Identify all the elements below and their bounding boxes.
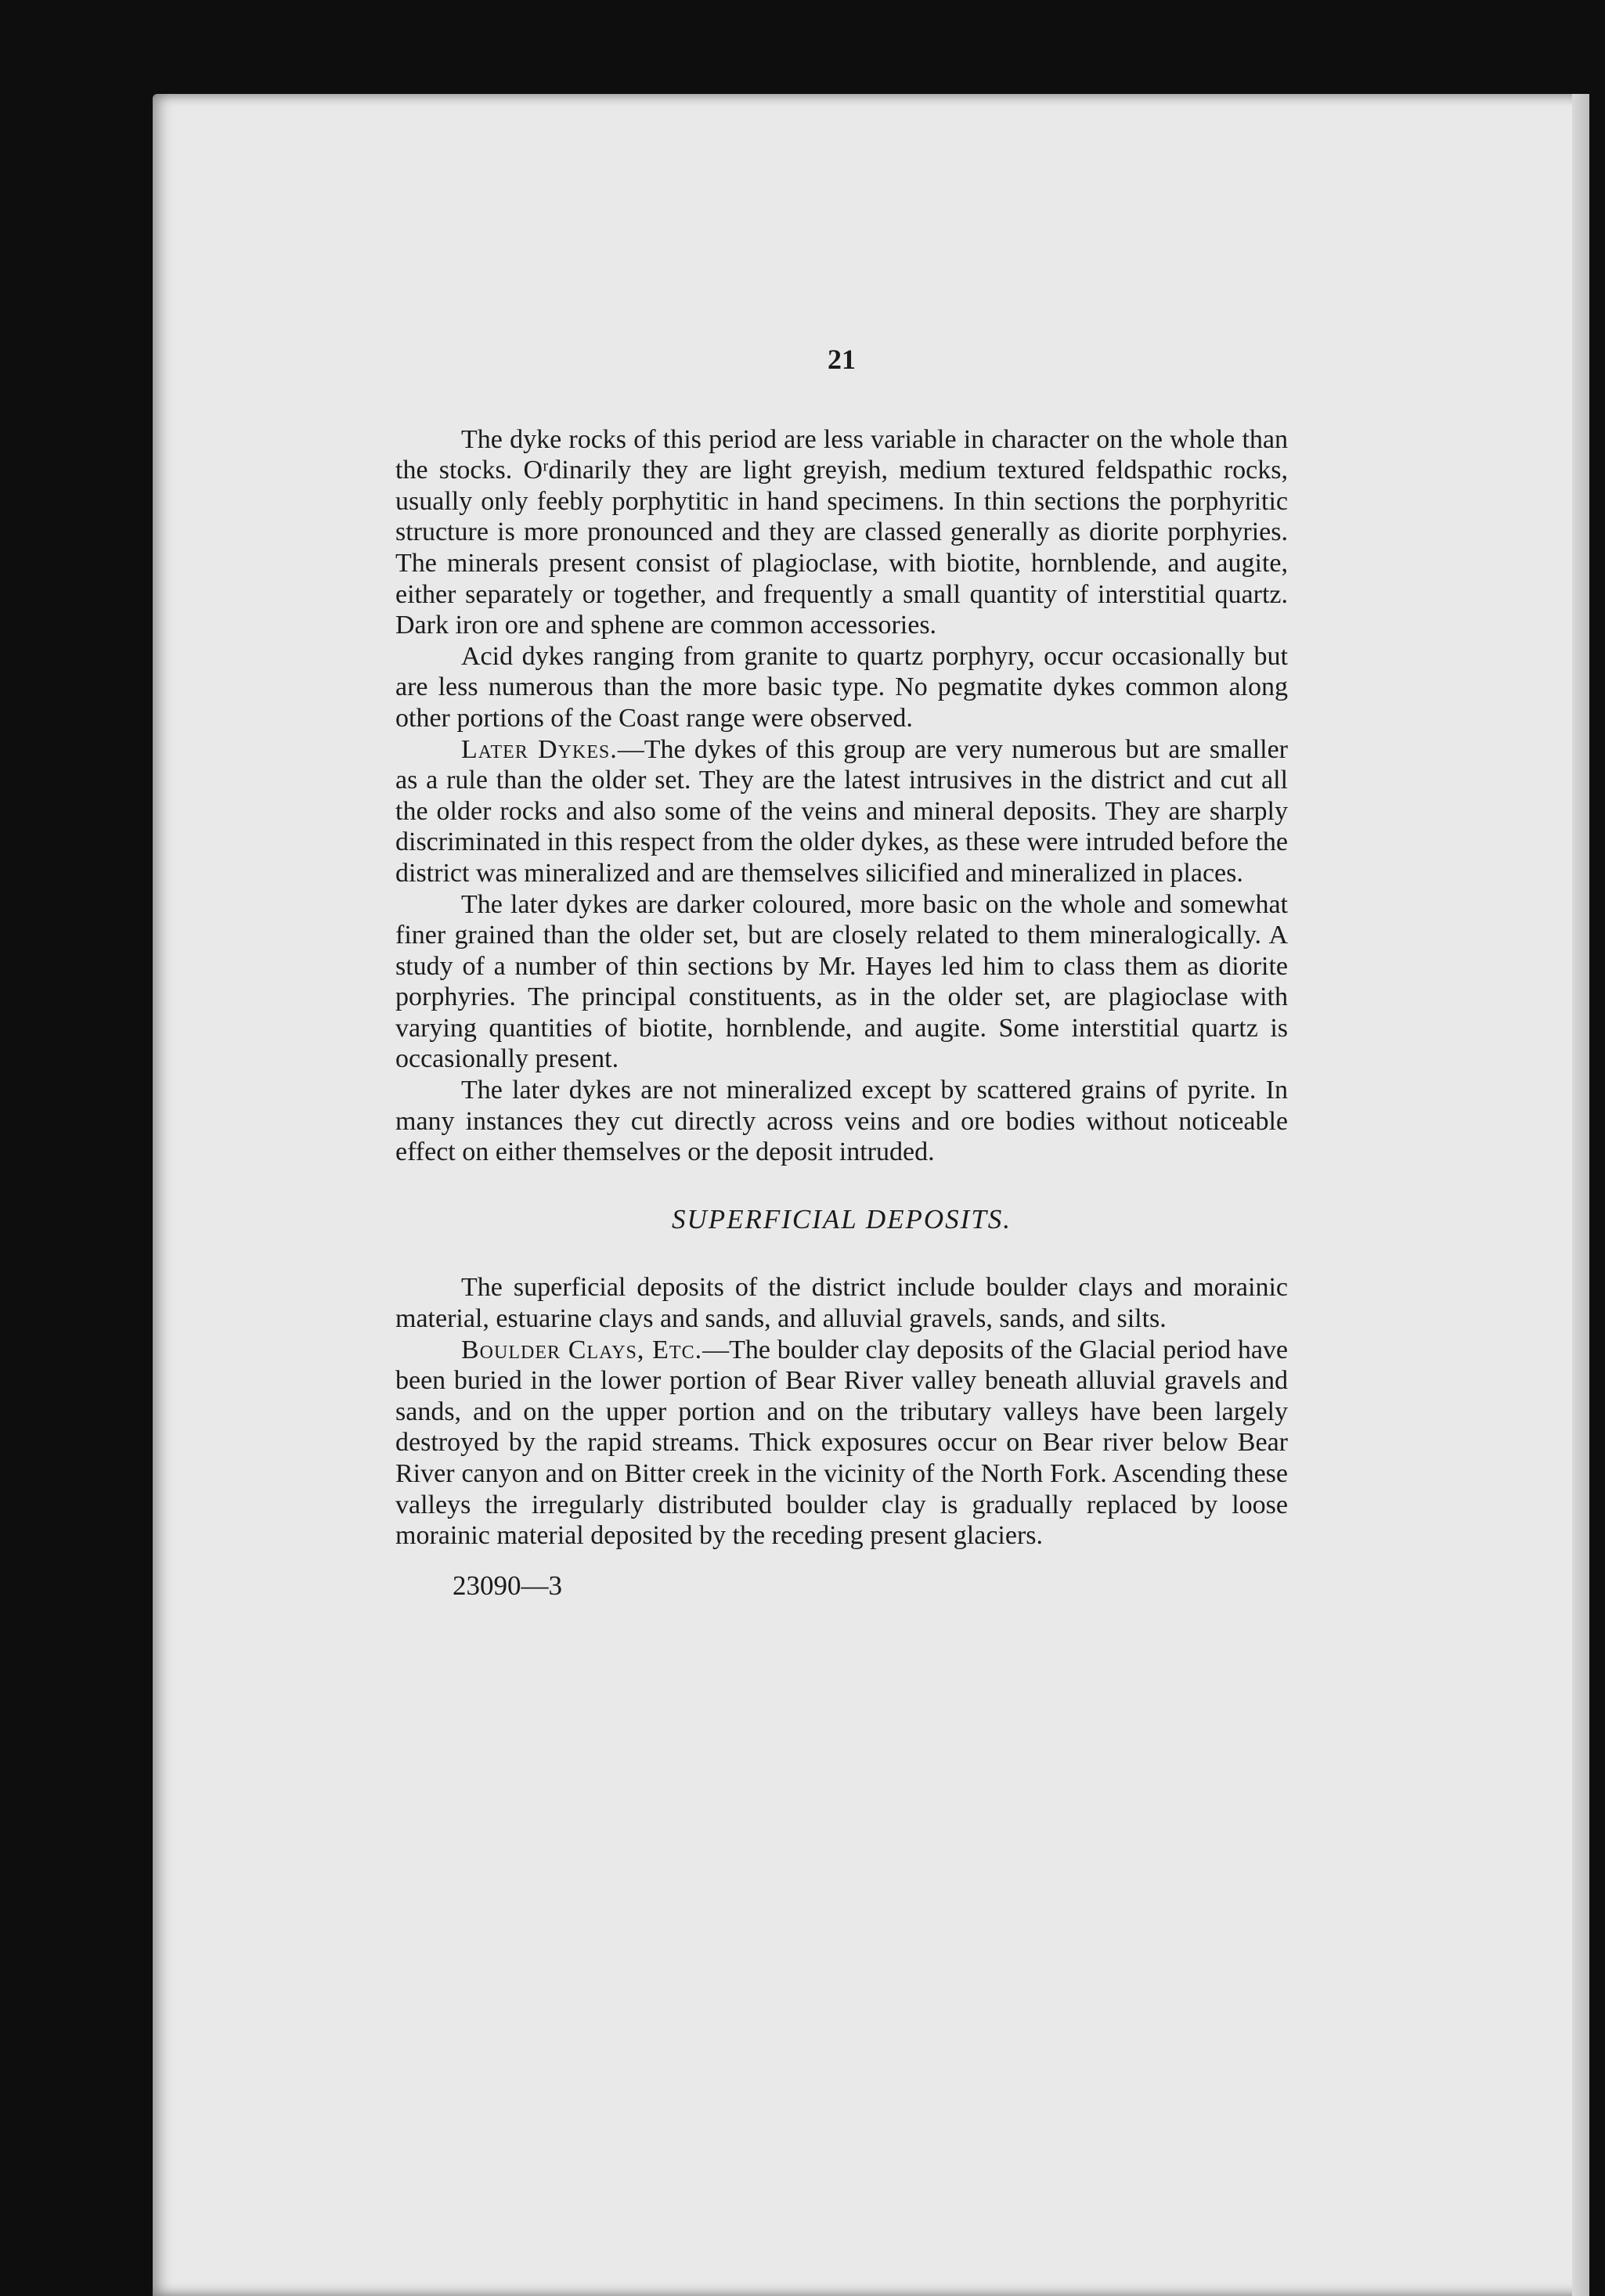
paragraph-acid-dykes: Acid dykes ranging from granite to quartz porphyry, occur occasionally but are less numerous than the more basic type. No pegmatite dykes common along other portions of the Coast range were observed. — [395, 641, 1288, 733]
paragraph-boulder-clays — [395, 1335, 1288, 1552]
page-edge-shadow — [1572, 94, 1589, 2296]
later-dykes-heading: Later Dykes. — [461, 734, 618, 764]
section-heading-superficial-deposits: SUPERFICIAL DEPOSITS. — [671, 1203, 1012, 1235]
paragraph-later-dykes-composition: The later dykes are darker coloured, more basic on the whole and somewhat finer grained than the older set, but are closely related to them mineralogically. A study of a number of thin sections by Mr. Hayes led him to class them as diorite porphyries. The principal constituents, as in the older set, are plagioclase with varying quantities of biotite, hornblende, and augite. Some interstitial quartz is occasionally present. — [395, 889, 1288, 1074]
printer-signature-mark: 23090—3 — [453, 1570, 562, 1601]
paragraph-superficial-intro: The superficial deposits of the district include boulder clays and morainic material, estuarine clays and sands, and alluvial gravels, sands, and silts. — [395, 1273, 1288, 1334]
paragraph-later-dykes-mineralization: The later dykes are not mineralized except by scattered grains of pyrite. In many instances they cut directly across veins and ore bodies without noticeable effect on either themselves or the deposit intruded. — [395, 1076, 1288, 1167]
later-dykes-text: —The dykes of this group are very numerous but are smaller as a rule than the older set. They are the latest intrusives in the district and cut all the older rocks and also some of the veins and mineral deposits. They are sharply discriminated in this respect from the older dykes, as these were intruded before the district was mineralized and are themselves silicified and mineralized in places. — [395, 734, 1289, 888]
page-text-block — [395, 344, 1288, 1601]
page-number: 21 — [828, 344, 856, 375]
paragraph-later-dykes — [395, 734, 1288, 889]
paragraph-dyke-rocks: The dyke rocks of this period are less variable in character on the whole than the stocks. Oʳdinarily they are light greyish, medium textured feldspathic rocks, usually only feebly porphytitic in hand specimens. In thin sections the porphyritic structure is more pronounced and they are classed generally as diorite porphyries. The minerals present consist of plagioclase, with biotite, hornblende, and augite, either separately or together, and frequently a small quantity of interstitial quartz. Dark iron ore and sphene are common accessories. — [395, 424, 1288, 640]
boulder-clays-text: —The boulder clay deposits of the Glacial period have been buried in the lower portion of Bear River valley beneath alluvial gravels and sands, and on the upper portion and on the tributary valleys have been largely destroyed by the rapid streams. Thick exposures occur on Bear river below Bear River canyon and on Bitter creek in the vicinity of the North Fork. Ascending these valleys the irregularly distributed boulder clay is gradually replaced by loose morainic material deposited by the receding present glaciers. — [395, 1335, 1289, 1551]
boulder-clays-heading: Boulder Clays, Etc. — [461, 1335, 703, 1364]
